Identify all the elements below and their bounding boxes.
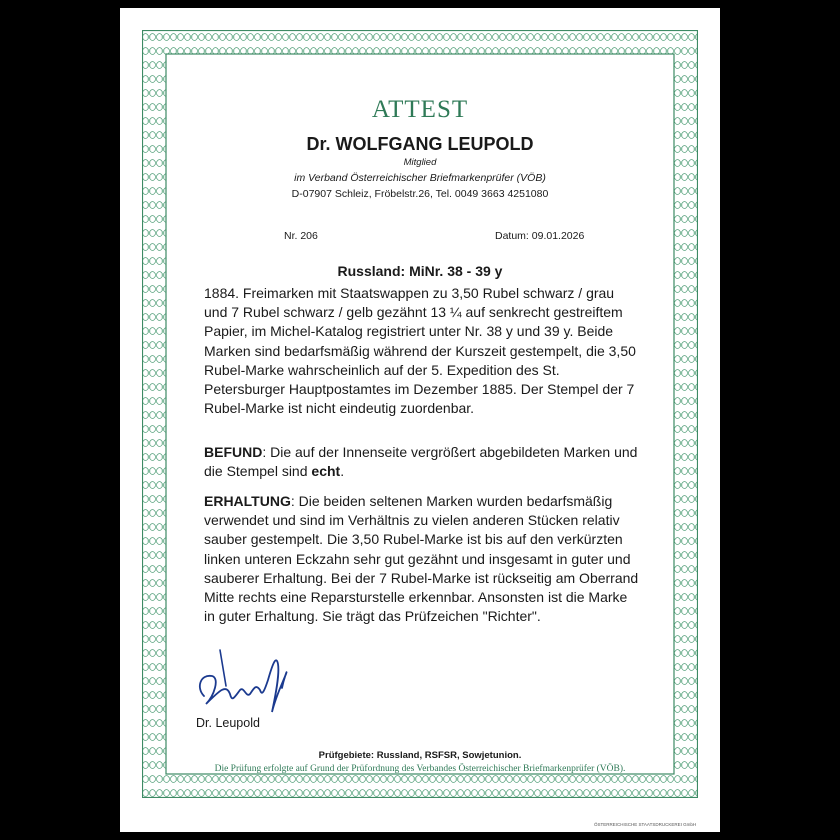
befund-paragraph	[204, 443, 640, 481]
certificate-date: Datum: 09.01.2026	[495, 230, 585, 242]
association-label: im Verband Österreichischer Briefmarkenprüfer (VÖB)	[294, 172, 546, 184]
befund-text: : Die auf der Innenseite vergrößert abgebildeten Marken und die Stempel sind	[204, 444, 638, 480]
erhaltung-paragraph	[204, 492, 640, 626]
examiner-address: D-07907 Schleiz, Fröbelstr.26, Tel. 0049 3663 4251080	[291, 188, 549, 200]
subject-heading: Russland: MiNr. 38 - 39 y	[337, 263, 503, 279]
befund-end: .	[340, 463, 345, 480]
pruefgebiete-line: Prüfgebiete: Russland, RSFSR, Sowjetunion.	[318, 750, 522, 761]
erhaltung-text: : Die beiden seltenen Marken wurden bedarfsmäßig verwendet und sind im Verhältnis zu vielen anderen Stücken relativ sauber gestempelt. Die 3,50 Rubel-Marke ist bis auf den verkürzten linken unteren Eckzahn sehr gut gezähnt und insgesamt in guter und sauberer Erhaltung. Bei der 7 Rubel-Marke ist rückseitig am Oberrand Mitte rechts eine Reparsturstelle erkennbar. Ansonsten ist die Marke in guter Erhaltung. Sie trägt das Prüfzeichen "Richter".	[204, 493, 639, 625]
signature-name: Dr. Leupold	[196, 716, 260, 730]
befund-label: BEFUND	[204, 444, 263, 460]
erhaltung-label: ERHALTUNG	[204, 493, 291, 509]
attest-title: ATTEST	[371, 96, 469, 123]
befund-verdict: echt	[311, 463, 341, 480]
handwritten-signature	[190, 644, 300, 724]
printer-mark: ÖSTERREICHISCHE STAATSDRUCKEREI GmbH	[594, 822, 697, 827]
footer-note: Die Prüfung erfolgte auf Grund der Prüfordnung des Verbandes Österreichischer Briefmarkenprüfer (VÖB).	[214, 764, 626, 774]
certificate-page	[120, 8, 720, 832]
examiner-name: Dr. WOLFGANG LEUPOLD	[306, 134, 534, 154]
membership-label: Mitglied	[403, 157, 437, 168]
certificate-number: Nr. 206	[284, 230, 318, 242]
description-paragraph: 1884. Freimarken mit Staatswappen zu 3,50 Rubel schwarz / grau und 7 Rubel schwarz / gelb gezähnt 13 ¼ auf senkrecht gestreiftem Papier, im Michel-Katalog registriert unter Nr. 38 y und 39 y. Beide Marken sind bedarfsmäßig während der Kurszeit gestempelt, die 3,50 Rubel-Marke wahrscheinlich auf der 5. Expedition des St. Petersburger Hauptpostamtes im Dezember 1885. Der Stempel der 7 Rubel-Marke ist nicht eindeutig zuordenbar.	[204, 285, 636, 417]
